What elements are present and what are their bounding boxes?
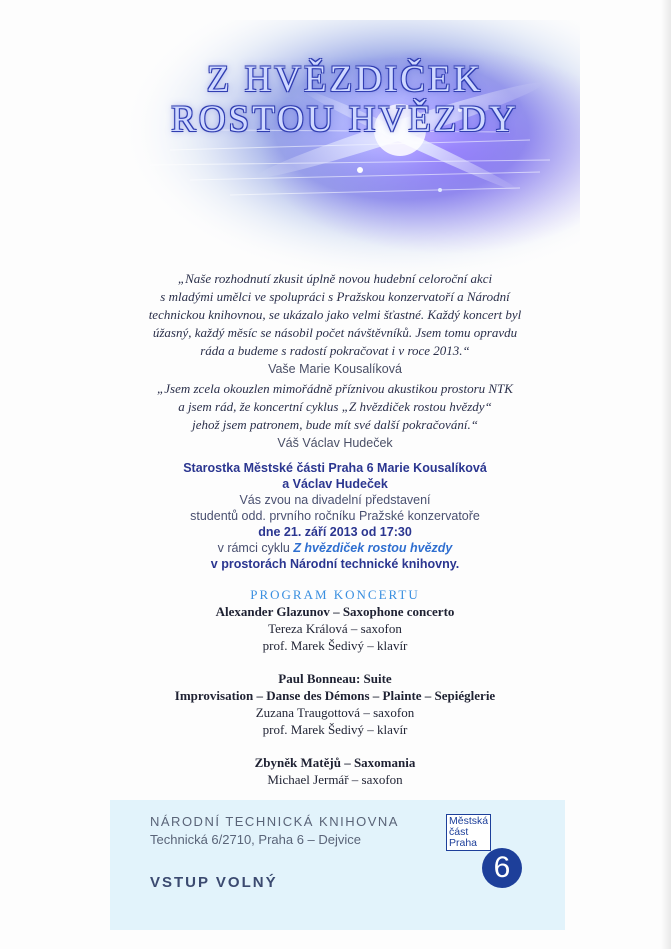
cycle-line bbox=[95, 540, 575, 556]
hero-banner bbox=[110, 20, 580, 280]
quote-line: ráda a budeme s radostí pokračovat i v roce 2013.“ bbox=[200, 343, 470, 358]
logo-line: část bbox=[449, 826, 469, 838]
performer: prof. Marek Šedivý – klavír bbox=[262, 638, 408, 653]
performer: Michael Jermář – saxofon bbox=[267, 772, 403, 787]
program-piece-1 bbox=[95, 603, 575, 654]
performer: prof. Marek Šedivý – klavír bbox=[262, 722, 408, 737]
quote-hudecek bbox=[95, 380, 575, 452]
quote-line: a jsem rád, že koncertní cyklus „Z hvězdiček rostou hvězdy“ bbox=[178, 399, 492, 414]
logo-line: Praha bbox=[449, 837, 478, 849]
invitation bbox=[95, 460, 575, 572]
quote-kousalikova bbox=[95, 270, 575, 378]
title-line-1: Z HVĚZDIČEK bbox=[206, 59, 484, 100]
invite-line-2: studentů odd. prvního ročníku Pražské konzervatoře bbox=[190, 509, 480, 523]
logo-text bbox=[446, 814, 491, 851]
performer: Tereza Králová – saxofon bbox=[268, 621, 402, 636]
logo-line: Městská bbox=[449, 815, 489, 827]
piece-title: Alexander Glazunov – Saxophone concerto bbox=[215, 604, 455, 619]
hosts-line-1: Starostka Městské části Praha 6 Marie Kousalíková bbox=[183, 461, 487, 475]
program-heading: PROGRAM KONCERTU bbox=[250, 587, 420, 602]
praha6-logo bbox=[446, 814, 524, 886]
quote-line: „Jsem zcela okouzlen mimořádně příznivou akustikou prostoru NTK bbox=[157, 381, 513, 396]
quote-line: úžasný, každý měsíc se násobil počet návštěvníků. Jsem tomu opravdu bbox=[152, 325, 518, 340]
library-address: Technická 6/2710, Praha 6 – Dejvice bbox=[150, 832, 362, 847]
library-name: NÁRODNÍ TECHNICKÁ KNIHOVNA bbox=[150, 814, 399, 829]
piece-subtitle: Improvisation – Danse des Démons – Plainte – Sepiéglerie bbox=[174, 688, 496, 703]
quote-signature: Váš Václav Hudeček bbox=[277, 436, 393, 450]
hosts-line-2: a Václav Hudeček bbox=[282, 477, 388, 491]
footer-panel bbox=[110, 800, 565, 930]
cycle-prefix: v rámci cyklu bbox=[217, 541, 290, 555]
quote-line: „Naše rozhodnutí zkusit úplně novou hudební celoroční akci bbox=[177, 271, 493, 286]
quote-line: jehož jsem patronem, bude mít své další pokračování.“ bbox=[192, 417, 478, 432]
quote-line: technickou knihovnou, se ukázalo jako velmi šťastné. Každý koncert byl bbox=[148, 307, 522, 322]
logo-number: 6 bbox=[482, 848, 522, 888]
piece-title: Zbyněk Matějů – Saxomania bbox=[254, 755, 416, 770]
program-piece-2 bbox=[95, 670, 575, 738]
cycle-name: Z hvězdiček rostou hvězdy bbox=[293, 541, 453, 555]
quote-line: s mladými umělci ve spolupráci s Pražskou konzervatoří a Národní bbox=[160, 289, 510, 304]
venue-line: v prostorách Národní technické knihovny. bbox=[210, 557, 460, 571]
program-piece-3 bbox=[95, 754, 575, 788]
event-date: dne 21. září 2013 od 17:30 bbox=[258, 525, 412, 539]
performer: Zuzana Traugottová – saxofon bbox=[255, 705, 415, 720]
page-edge-shadow bbox=[661, 0, 671, 949]
quote-signature: Vaše Marie Kousalíková bbox=[268, 362, 402, 376]
title-line-2: ROSTOU HVĚZDY bbox=[171, 99, 519, 140]
piece-title: Paul Bonneau: Suite bbox=[278, 671, 392, 686]
program bbox=[95, 587, 575, 788]
admission-free: VSTUP VOLNÝ bbox=[150, 874, 278, 891]
poster-title bbox=[110, 60, 580, 140]
invite-line-1: Vás zvou na divadelní představení bbox=[239, 493, 431, 507]
